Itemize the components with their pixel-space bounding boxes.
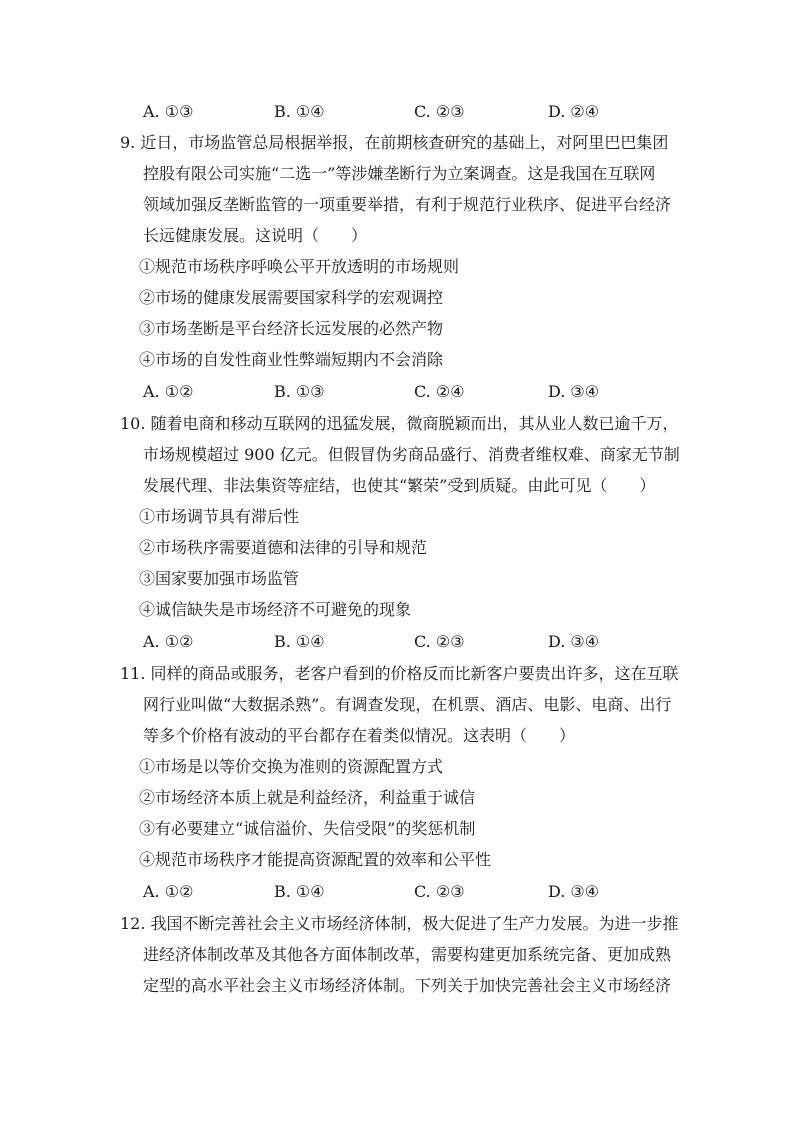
question-stem-line: 9. 近日，市场监管总局根据举报，在前期核查研究的基础上，对阿里巴巴集团 — [120, 133, 669, 152]
statement-item: ①市场调节具有滞后性 — [139, 507, 300, 526]
option-c: C. ②④ — [414, 382, 465, 401]
question-stem-line: 网行业叫做“大数据杀熟”。有调查发现，在机票、酒店、电影、电商、出行 — [143, 695, 672, 714]
statement-item: ①市场是以等价交换为准则的资源配置方式 — [139, 757, 444, 776]
option-a: A. ①② — [143, 882, 194, 901]
question-stem-line: 11. 同样的商品或服务，老客户看到的价格反而比新客户要贵出许多，这在互联 — [120, 664, 679, 683]
option-b: B. ①④ — [274, 102, 325, 121]
option-d: D. ②④ — [548, 102, 600, 121]
statement-item: ③市场垄断是平台经济长远发展的必然产物 — [139, 319, 444, 338]
statement-item: ②市场的健康发展需要国家科学的宏观调控 — [139, 288, 444, 307]
option-c: C. ②③ — [414, 882, 465, 901]
statement-item: ①规范市场秩序呼唤公平开放透明的市场规则 — [139, 257, 460, 276]
statement-item: ②市场秩序需要道德和法律的引导和规范 — [139, 538, 428, 557]
question-stem-line: 等多个价格有波动的平台都存在着类似情况。这表明（ ） — [143, 726, 576, 745]
question-stem-line: 12. 我国不断完善社会主义市场经济体制，极大促进了生产力发展。为进一步推 — [120, 914, 679, 933]
option-a: A. ①② — [143, 632, 194, 651]
question-stem-line: 10. 随着电商和移动互联网的迅猛发展，微商脱颖而出，其从业人数已逾千万， — [120, 414, 679, 433]
question-stem-line: 发展代理、非法集资等症结，也使其“繁荣”受到质疑。由此可见（ ） — [143, 476, 656, 495]
statement-item: ④市场的自发性商业性弊端短期内不会消除 — [139, 350, 444, 369]
option-c: C. ②③ — [414, 632, 465, 651]
option-d: D. ③④ — [548, 382, 600, 401]
question-stem-line: 长远健康发展。这说明（ ） — [143, 226, 368, 245]
option-b: B. ①④ — [274, 632, 325, 651]
question-stem-line: 市场规模超过 900 亿元。但假冒伪劣商品盛行、消费者维权难、商家无节制 — [143, 445, 680, 464]
option-c: C. ②③ — [414, 102, 465, 121]
option-b: B. ①④ — [274, 882, 325, 901]
statement-item: ④诚信缺失是市场经济不可避免的现象 — [139, 600, 412, 619]
question-stem-line: 控股有限公司实施“二选一”等涉嫌垄断行为立案调查。这是我国在互联网 — [143, 164, 656, 183]
statement-item: ④规范市场秩序才能提高资源配置的效率和公平性 — [139, 850, 492, 869]
question-stem-line: 进经济体制改革及其他各方面体制改革，需要构建更加系统完备、更加成熟 — [143, 945, 672, 964]
question-stem-line: 领域加强反垄断监管的一项重要举措，有利于规范行业秩序、促进平台经济 — [143, 195, 672, 214]
statement-item: ②市场经济本质上就是利益经济，利益重于诚信 — [139, 788, 476, 807]
statement-item: ③国家要加强市场监管 — [139, 569, 300, 588]
option-a: A. ①③ — [143, 102, 194, 121]
question-stem-line: 定型的高水平社会主义市场经济体制。下列关于加快完善社会主义市场经济 — [143, 976, 672, 995]
option-d: D. ③④ — [548, 632, 600, 651]
option-a: A. ①② — [143, 382, 194, 401]
statement-item: ③有必要建立“诚信溢价、失信受限”的奖惩机制 — [139, 819, 476, 838]
option-d: D. ③④ — [548, 882, 600, 901]
option-b: B. ①③ — [274, 382, 325, 401]
